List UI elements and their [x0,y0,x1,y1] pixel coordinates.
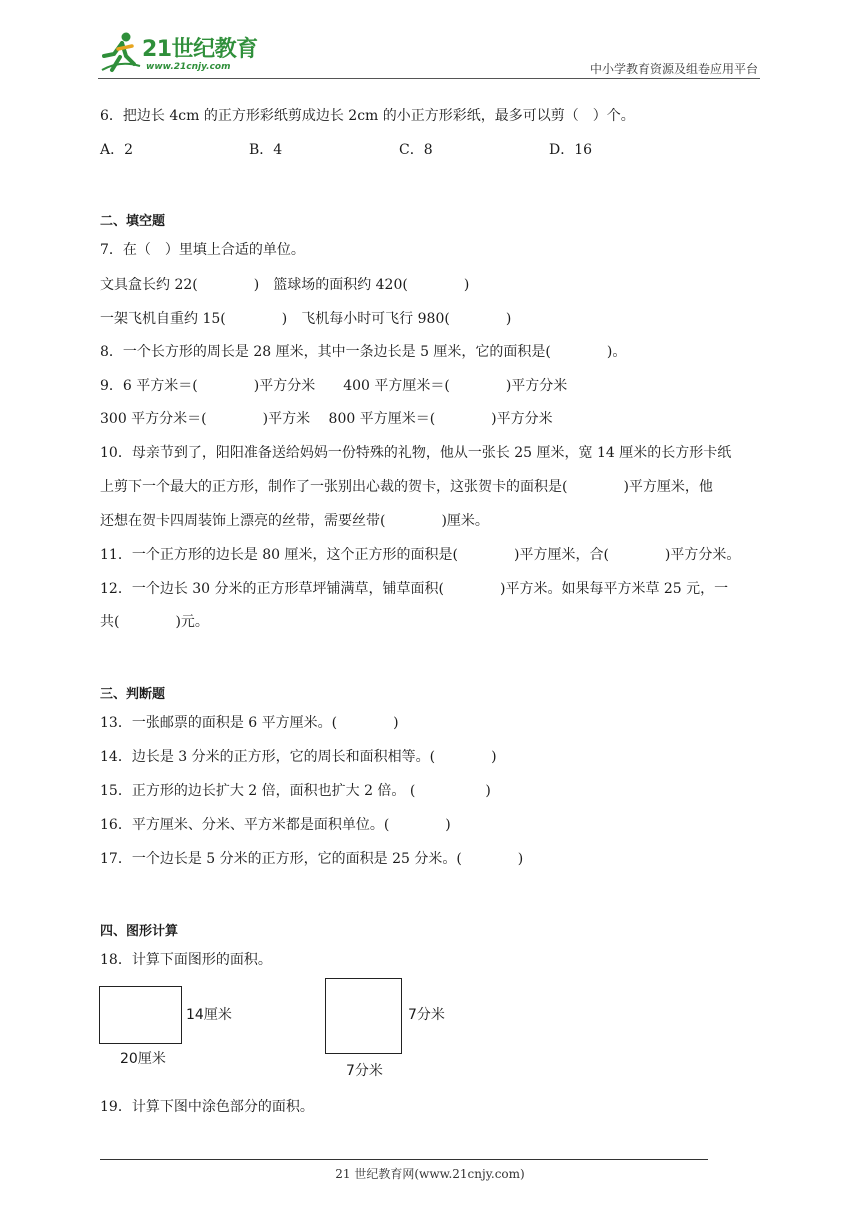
logo-text: 21世纪教育 [142,37,258,62]
question-10-line-1: 10．母亲节到了，阳阳准备送给妈妈一份特殊的礼物，他从一张长 25 厘米，宽 14 厘米的长方形卡纸 [100,445,732,461]
question-13: 13．一张邮票的面积是 6 平方厘米。( ) [100,715,399,731]
question-9-row-2: 300 平方分米＝( )平方米 800 平方厘米＝( )平方分米 [100,411,553,427]
option-a: A．2 [100,142,134,158]
question-7-row-2: 一架飞机自重约 15( ) 飞机每小时可飞行 980( ) [100,311,512,327]
question-17: 17．一个边长是 5 分米的正方形，它的面积是 25 分米。( ) [100,851,524,867]
square-width-label: 7分米 [346,1063,383,1079]
option-b: B．4 [249,142,283,158]
question-18: 18．计算下面图形的面积。 [100,952,272,968]
question-11: 11．一个正方形的边长是 80 厘米，这个正方形的面积是( )平方厘米，合( )平方分米。 [100,547,741,563]
question-9-row-1: 9．6 平方米＝( )平方分米 400 平方厘米＝( )平方分米 [100,378,568,394]
question-12-line-1: 12．一个边长 30 分米的正方形草坪铺满草，铺草面积( )平方米。如果每平方米草 25 元，一 [100,581,729,597]
question-7-row-1: 文具盒长约 22( ) 篮球场的面积约 420( ) [100,277,470,293]
rectangle-height-label: 14厘米 [186,1007,232,1023]
question-19: 19．计算下图中涂色部分的面积。 [100,1099,314,1115]
runner-logo-icon [98,30,142,74]
question-10-line-3: 还想在贺卡四周装饰上漂亮的丝带，需要丝带( )厘米。 [100,513,489,529]
logo [98,28,268,78]
section-title-judgement: 三、判断题 [100,687,166,702]
option-d: D．16 [549,142,593,158]
page-footer: 21 世纪教育网(www.21cnjy.com) [335,1167,525,1181]
question-8: 8．一个长方形的周长是 28 厘米，其中一条边长是 5 厘米，它的面积是( )。 [100,344,627,360]
question-10-line-2: 上剪下一个最大的正方形，制作了一张别出心裁的贺卡，这张贺卡的面积是( )平方厘米，他 [100,479,713,495]
square-height-label: 7分米 [408,1007,445,1023]
question-7: 7．在（ ）里填上合适的单位。 [100,242,305,258]
question-12-line-2: 共( )元。 [100,614,209,630]
section-title-figure-calc: 四、图形计算 [100,924,179,939]
section-title-fill-in: 二、填空题 [100,214,166,229]
question-14: 14．边长是 3 分米的正方形，它的周长和面积相等。( ) [100,749,497,765]
page-header [98,28,760,78]
option-c: C．8 [399,142,433,158]
header-tagline: 中小学教育资源及组卷应用平台 [589,62,758,76]
question-15: 15．正方形的边长扩大 2 倍，面积也扩大 2 倍。 ( ) [100,783,491,799]
question-6: 6．把边长 4cm 的正方形彩纸剪成边长 2cm 的小正方形彩纸，最多可以剪（ ）个。 [100,108,635,124]
question-16: 16．平方厘米、分米、平方米都是面积单位。( ) [100,817,451,833]
footer-divider [100,1159,708,1160]
logo-url: www.21cnjy.com [146,62,231,72]
header-divider [98,78,760,79]
square-shape [325,978,402,1054]
rectangle-width-label: 20厘米 [120,1051,166,1067]
rectangle-shape [99,986,182,1044]
